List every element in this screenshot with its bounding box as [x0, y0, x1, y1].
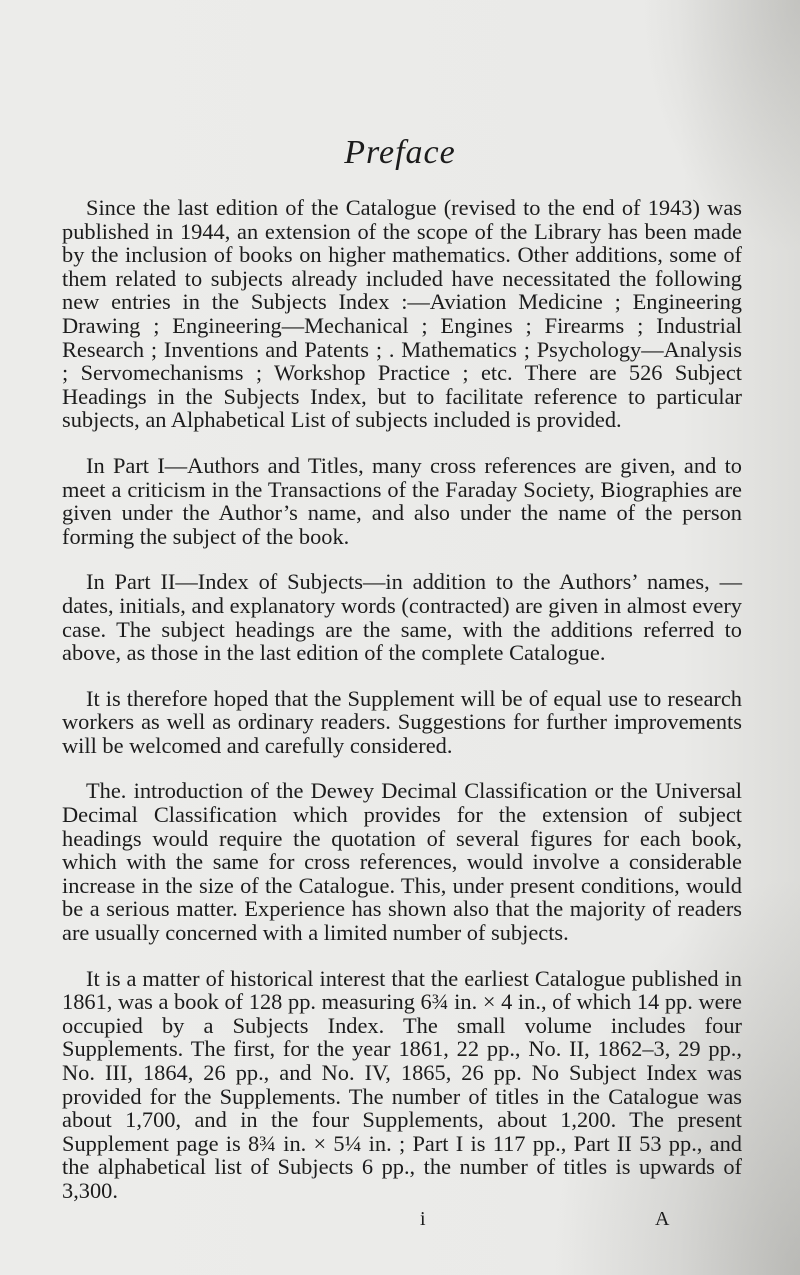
- paragraph-2: In Part I—Authors and Titles, many cross references are given, and to meet a criticism in the Transactions of the Faraday Society, Biographies are given under the Author’s name, and also under the name of the person forming the subject of the book.: [62, 452, 742, 549]
- paragraph-1: Since the last edition of the Catalogue (revised to the end of 1943) was published in 1944, an extension of the scope of the Library has been made by the inclusion of books on higher mathematics. Other additions, some of them related to subjects already included have necessitated the following new entries in the Subjects Index :—Aviation Medicine ; Engineering Drawing ; Engineering—Mechanical ; Engines ; Firearms ; Industrial Research ; Inventions and Patents ; . Mathematics ; Psychology—Analysis ; Servomechanisms ; Workshop Practice ; etc. There are 526 Subject Headings in the Subjects Index, but to facilitate reference to particular subjects, an Alphabetical List of subjects included is provided.: [62, 195, 742, 433]
- page-footer: [0, 1208, 800, 1234]
- page-number: i: [420, 1208, 426, 1230]
- paragraph-5: The. introduction of the Dewey Decimal Classification or the Universal Decimal Classification which provides for the extension of subject headings would require the quotation of several figures for each book, which with the same for cross references, would involve a considerable increase in the size of the Catalogue. This, under present conditions, would be a serious matter. Experience has shown also that the majority of readers are usually concerned with a limited number of subjects.: [62, 778, 742, 946]
- paragraph-3: In Part II—Index of Subjects—in addition to the Authors’ names, —dates, initials, and explanatory words (contracted) are given in almost every case. The subject headings are the same, with the additions referred to above, as those in the last edition of the complete Catalogue.: [62, 569, 742, 666]
- paragraph-4: It is therefore hoped that the Supplement will be of equal use to research workers as well as ordinary readers. Suggestions for further improvements will be welcomed and carefully considered.: [62, 685, 742, 758]
- preface-body: [62, 196, 742, 1225]
- paragraph-6: It is a matter of historical interest that the earliest Catalogue published in 1861, was a book of 128 pp. measuring 6¾ in. × 4 in., of which 14 pp. were occupied by a Subjects Index. The small volume includes four Supplements. The first, for the year 1861, 22 pp., No. II, 1862–3, 29 pp., No. III, 1864, 26 pp., and No. IV, 1865, 26 pp. No Subject Index was provided for the Supplements. The number of titles in the Catalogue was about 1,700, and in the four Supplements, about 1,200. The present Supplement page is 8¾ in. × 5¼ in. ; Part I is 117 pp., Part II 53 pp., and the alphabetical list of Subjects 6 pp., the number of titles is upwards of 3,300.: [62, 965, 742, 1203]
- signature-mark: A: [655, 1208, 670, 1230]
- page-title: Preface: [344, 134, 456, 171]
